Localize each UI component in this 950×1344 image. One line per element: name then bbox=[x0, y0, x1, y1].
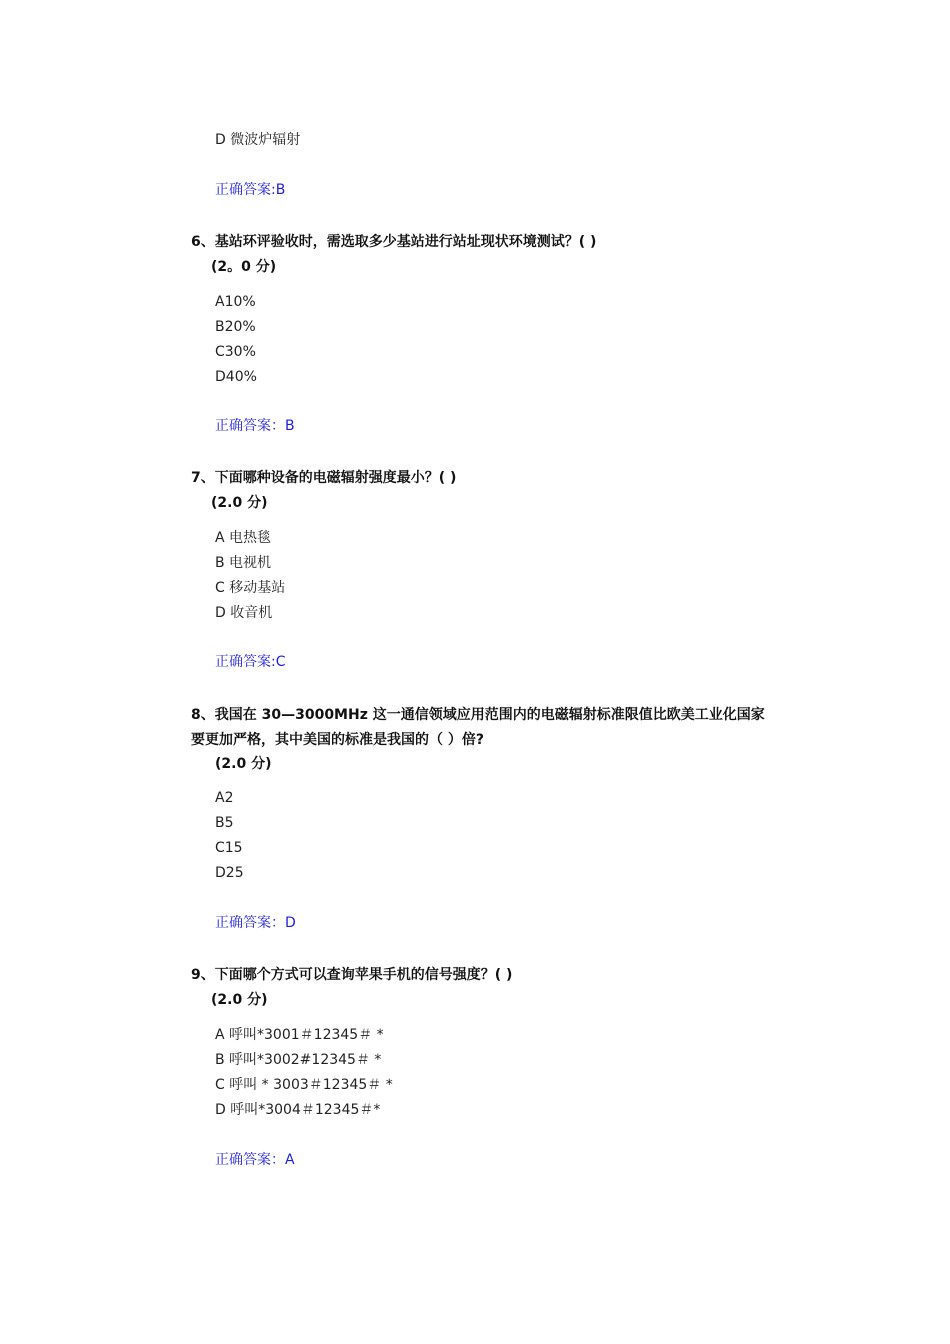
question-6-option-a: A10% bbox=[215, 294, 256, 310]
question-8-answer: 正确答案：D bbox=[215, 915, 296, 931]
question-7-title: 7、下面哪种设备的电磁辐射强度最小？( ) bbox=[191, 470, 457, 486]
question-9-score: (2.0 分) bbox=[211, 992, 268, 1008]
question-9-title: 9、下面哪个方式可以查询苹果手机的信号强度？( ) bbox=[191, 967, 513, 983]
question-8-title-line1: 8、我国在 30—3000MHz 这一通信领域应用范围内的电磁辐射标准限值比欧美工业化国家 bbox=[191, 707, 765, 723]
question-6-option-d: D40% bbox=[215, 369, 257, 385]
question-9-answer: 正确答案：A bbox=[215, 1152, 295, 1168]
question-8-option-b: B5 bbox=[215, 815, 234, 831]
question-8-option-a: A2 bbox=[215, 790, 234, 806]
question-7-option-a: A 电热毯 bbox=[215, 530, 272, 546]
question-8-option-c: C15 bbox=[215, 840, 243, 856]
question-9-option-a: A 呼叫*3001＃12345＃ * bbox=[215, 1027, 384, 1043]
question-9-option-b: B 呼叫*3002#12345＃ * bbox=[215, 1052, 382, 1068]
question-8-title-line2: 要更加严格，其中美国的标准是我国的（ ）倍? bbox=[191, 732, 484, 748]
question-6-title: 6、基站环评验收时，需选取多少基站进行站址现状环境测试？( ) bbox=[191, 234, 597, 250]
question-7-answer: 正确答案:C bbox=[215, 654, 286, 670]
question-9-option-d: D 呼叫*3004＃12345＃* bbox=[215, 1102, 381, 1118]
question-8-option-d: D25 bbox=[215, 865, 244, 881]
question-7-score: (2.0 分) bbox=[211, 495, 268, 511]
question-6-option-b: B20% bbox=[215, 319, 256, 335]
question-8-score: (2.0 分) bbox=[215, 756, 272, 772]
question-7-option-b: B 电视机 bbox=[215, 555, 272, 571]
question-7-option-d: D 收音机 bbox=[215, 605, 273, 621]
correct-answer-prev: 正确答案:B bbox=[215, 182, 286, 198]
question-6-score: (2。0 分) bbox=[211, 259, 277, 275]
question-6-option-c: C30% bbox=[215, 344, 256, 360]
question-6-answer: 正确答案：B bbox=[215, 418, 295, 434]
option-d-prev: D 微波炉辐射 bbox=[215, 132, 301, 148]
question-7-option-c: C 移动基站 bbox=[215, 580, 286, 596]
question-9-option-c: C 呼叫 * 3003＃12345＃ * bbox=[215, 1077, 393, 1093]
